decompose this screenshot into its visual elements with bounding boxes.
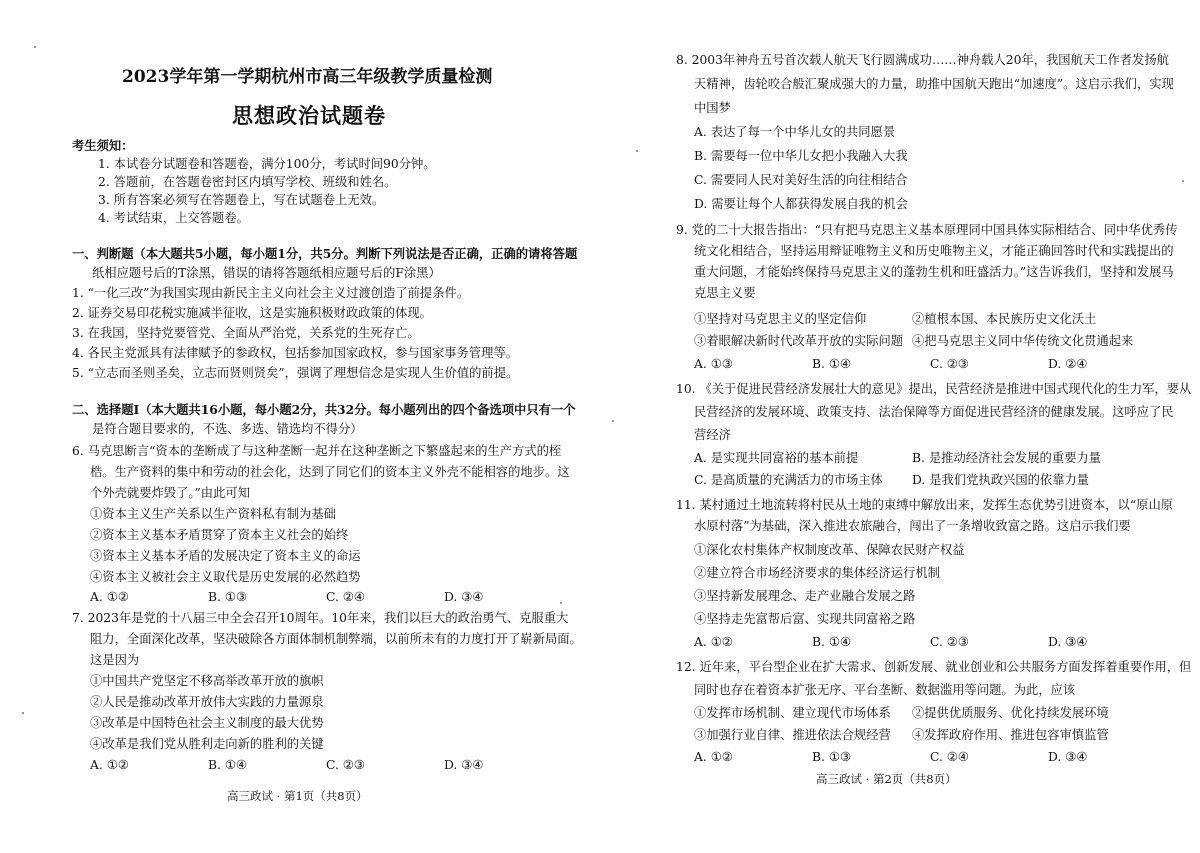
option-c: C. ②④ [930, 750, 969, 764]
option-d: D. ③④ [1048, 635, 1088, 649]
question-6-stem: 个外壳就要炸毁了。”由此可知 [90, 486, 250, 500]
question-11-item: ④坚持走先富帮后富、实现共同富裕之路 [694, 612, 916, 626]
exam-subtitle: 思想政治试题卷 [232, 103, 386, 128]
question-9-item: ①坚持对马克思主义的坚定信仰 [694, 312, 867, 326]
page-footer: 高三政试 · 第1页（共8页） [227, 789, 368, 803]
question-7-item: ②人民是推动改革开放伟大实践的力量源泉 [90, 695, 324, 709]
option-d: D. ②④ [1048, 357, 1088, 371]
question-9-stem: 9. 党的二十大报告指出：“只有把马克思主义基本原理同中国具体实际相结合、同中华优秀传 [676, 223, 1178, 237]
question-8-stem: 8. 2003年神舟五号首次载人航天飞行圆满成功……神舟载人20年，我国航天工作者发扬航 [676, 53, 1169, 67]
scan-speck [560, 602, 562, 604]
option-d: D. 需要让每个人都获得发展自我的机会 [694, 197, 908, 211]
option-c: C. ②③ [930, 635, 969, 649]
question-12-item: ①发挥市场机制、建立现代市场体系 [694, 706, 891, 720]
question-9-stem: 克思主义要 [694, 286, 756, 300]
option-c: C. ②③ [326, 758, 365, 772]
question-6-item: ④资本主义被社会主义取代是历史发展的必然趋势 [90, 570, 361, 584]
scan-speck [636, 150, 638, 152]
section-heading: 一、判断题（本大题共5小题，每小题1分，共5分。判断下列说法是否正确，正确的请将答题 [72, 246, 578, 261]
scan-speck [22, 712, 24, 714]
option-a: A. ①② [694, 750, 733, 764]
option-b: B. ①③ [208, 590, 247, 604]
question-8-stem: 天精神，齿轮咬合般汇聚成强大的力量，助推中国航天跑出“加速度”。这启示我们，实现 [694, 77, 1174, 91]
question-11-stem: 11. 某村通过土地流转将村民从土地的束缚中解放出来，发挥生态优势引进资本，以“原山原 [676, 498, 1174, 512]
question-6-stem: 梏。生产资料的集中和劳动的社会化，达到了同它们的资本主义外壳不能相容的地步。这 [90, 465, 570, 479]
notice-item: 4. 考试结束，上交答题卷。 [98, 211, 249, 225]
judge-item: 3. 在我国，坚持党要管党、全面从严治党，关系党的生死存亡。 [72, 326, 420, 340]
question-12-stem: 12. 近年来，平台型企业在扩大需求、创新发展、就业创业和公共服务方面发挥着重要作用，但 [676, 660, 1192, 674]
option-d: D. 是我们党执政兴国的依靠力量 [912, 473, 1090, 487]
option-d: D. ③④ [1048, 750, 1088, 764]
question-12-item: ②提供优质服务、优化持续发展环境 [912, 706, 1109, 720]
question-7-item: ④改革是我们党从胜利走向新的胜利的关键 [90, 737, 324, 751]
question-9-item: ④把马克思主义同中华传统文化贯通起来 [912, 334, 1134, 348]
scan-speck [1182, 180, 1184, 182]
question-11-stem: 水原村落”为基础，深入推进农旅融合，闯出了一条增收致富之路。这启示我们要 [694, 519, 1131, 533]
option-a: A. ①③ [694, 357, 733, 371]
question-9-item: ③着眼解决新时代改革开放的实际问题 [694, 334, 904, 348]
question-7-stem: 阻力，全面深化改革，坚决破除各方面体制机制弊端，以前所未有的力度打开了崭新局面。 [90, 632, 582, 646]
option-c: C. ②③ [930, 357, 969, 371]
option-b: B. ①④ [208, 758, 247, 772]
section-heading: 二、选择题Ⅰ（本大题共16小题，每小题2分，共32分。每小题列出的四个备选项中只有一个 [72, 402, 576, 417]
section-heading-cont: 是符合题目要求的，不选、多选、错选均不得分） [92, 422, 363, 436]
question-9-stem: 统文化相结合，坚持运用辩证唯物主义和历史唯物主义，才能正确回答时代和实践提出的 [694, 244, 1174, 258]
exam-title: 2023学年第一学期杭州市高三年级教学质量检测 [122, 67, 493, 87]
question-8-stem: 中国梦 [694, 101, 731, 115]
question-6-item: ③资本主义基本矛盾的发展决定了资本主义的命运 [90, 549, 361, 563]
question-9-item: ②植根本国、本民族历史文化沃土 [912, 312, 1097, 326]
notice-item: 2. 答题前，在答题卷密封区内填写学校、班级和姓名。 [98, 175, 397, 189]
option-c: C. 是高质量的充满活力的市场主体 [694, 473, 883, 487]
question-6-stem: 6. 马克思断言“资本的垄断成了与这种垄断一起并在这种垄断之下繁盛起来的生产方式的桎 [72, 444, 562, 458]
notice-heading: 考生须知： [72, 138, 134, 153]
question-12-item: ④发挥政府作用、推进包容审慎监管 [912, 728, 1109, 742]
option-c: C. 需要同人民对美好生活的向往相结合 [694, 173, 908, 187]
question-10-stem: 10. 《关于促进民营经济发展壮大的意见》提出，民营经济是推进中国式现代化的生力军，要从 [676, 382, 1192, 396]
question-11-item: ②建立符合市场经济要求的集体经济运行机制 [694, 566, 940, 580]
judge-item: 5. “立志而圣则圣矣，立志而贤则贤矣”，强调了理想信念是实现人生价值的前提。 [72, 366, 519, 380]
option-a: A. ①② [90, 758, 129, 772]
notice-item: 1. 本试卷分试题卷和答题卷，满分100分，考试时间90分钟。 [98, 157, 436, 171]
question-11-item: ③坚持新发展理念、走产业融合发展之路 [694, 589, 916, 603]
judge-item: 4. 各民主党派具有法律赋予的参政权，包括参加国家政权，参与国家事务管理等。 [72, 346, 519, 360]
question-12-stem: 同时也存在着资本扩张无序、平台垄断、数据滥用等问题。为此，应该 [694, 683, 1076, 697]
question-10-stem: 营经济 [694, 428, 731, 442]
option-a: A. ①② [694, 635, 733, 649]
question-11-item: ①深化农村集体产权制度改革、保障农民财产权益 [694, 543, 965, 557]
notice-item: 3. 所有答案必须写在答题卷上，写在试题卷上无效。 [98, 193, 385, 207]
option-d: D. ③④ [444, 758, 484, 772]
option-a: A. ①② [90, 590, 129, 604]
question-6-item: ①资本主义生产关系以生产资料私有制为基础 [90, 507, 336, 521]
scan-speck [612, 420, 614, 422]
question-7-stem: 这是因为 [90, 653, 140, 667]
question-6-item: ②资本主义基本矛盾贯穿了资本主义社会的始终 [90, 528, 349, 542]
question-7-item: ③改革是中国特色社会主义制度的最大优势 [90, 716, 324, 730]
option-d: D. ③④ [444, 590, 484, 604]
question-9-stem: 重大问题，才能始终保持马克思主义的蓬勃生机和旺盛活力。”这告诉我们，坚持和发展马 [694, 265, 1174, 279]
section-heading-cont: 纸相应题号后的T涂黑，错误的请将答题纸相应题号后的F涂黑） [92, 266, 441, 280]
question-10-stem: 民营经济的发展环境、政策支持、法治保障等方面促进民营经济的健康发展。这呼应了民 [694, 405, 1174, 419]
question-12-item: ③加强行业自律、推进依法合规经营 [694, 728, 891, 742]
judge-item: 1. “一化三改”为我国实现由新民主主义向社会主义过渡创造了前提条件。 [72, 286, 470, 300]
option-a: A. 表达了每一个中华儿女的共同愿景 [694, 125, 896, 139]
question-7-item: ①中国共产党坚定不移高举改革开放的旗帜 [90, 674, 324, 688]
question-7-stem: 7. 2023年是党的十八届三中全会召开10周年。10年来，我们以巨大的政治勇气、克服重大 [72, 611, 569, 625]
page-footer: 高三政试 · 第2页（共8页） [816, 772, 957, 786]
option-b: B. 是推动经济社会发展的重要力量 [912, 451, 1102, 465]
judge-item: 2. 证券交易印花税实施减半征收，这是实施积极财政政策的体现。 [72, 306, 432, 320]
option-c: C. ②④ [326, 590, 365, 604]
option-b: B. 需要每一位中华儿女把小我融入大我 [694, 149, 908, 163]
option-b: B. ①③ [812, 750, 851, 764]
scan-speck [34, 46, 36, 48]
option-b: B. ①④ [812, 635, 851, 649]
option-b: B. ①④ [812, 357, 851, 371]
option-a: A. 是实现共同富裕的基本前提 [694, 451, 859, 465]
